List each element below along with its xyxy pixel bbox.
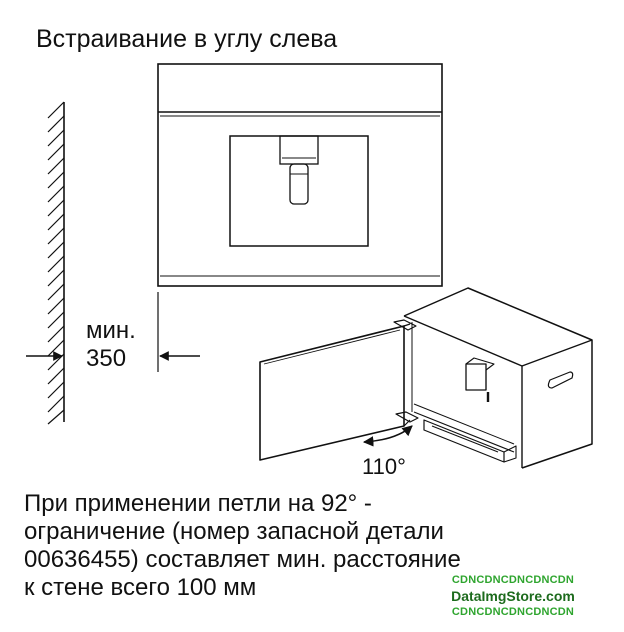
caption-line: 00636455) составляет мин. расстояние	[24, 546, 461, 573]
page-title: Встраивание в углу слева	[36, 25, 338, 53]
watermark-site: DataImgStore.com	[451, 588, 575, 604]
watermark-row-bottom: CDNCDNCDNCDNCDN	[451, 606, 575, 618]
wall	[48, 102, 64, 424]
caption-line: к стене всего 100 мм	[24, 574, 257, 601]
watermark-row-top: CDNCDNCDNCDNCDN	[451, 574, 575, 586]
watermark	[430, 572, 596, 620]
appliance-open-door-view	[260, 288, 592, 468]
caption-line: ограничение (номер запасной детали	[24, 518, 444, 545]
angle-label: 110°	[362, 454, 406, 479]
dimension-label-min: мин.	[86, 317, 136, 344]
appliance-front-view	[158, 64, 442, 286]
dimension-value: 350	[86, 345, 127, 372]
caption-line: При применении петли на 92° -	[24, 490, 372, 517]
